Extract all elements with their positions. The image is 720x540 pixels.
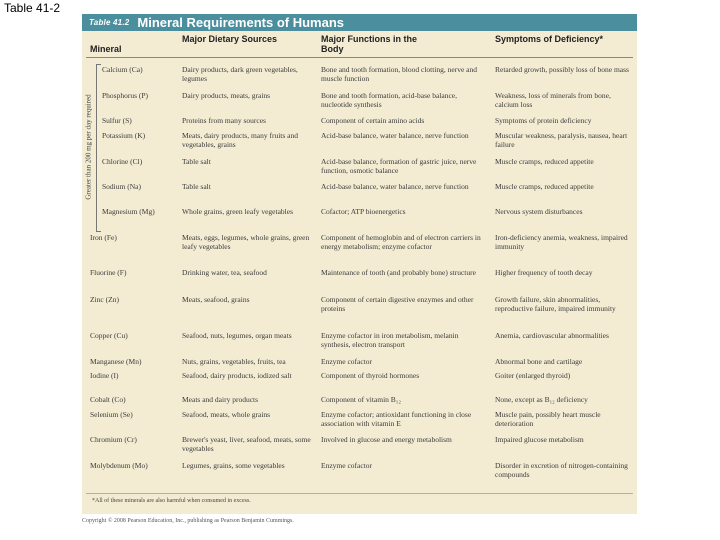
cell-mineral: Cobalt (Co) xyxy=(90,395,126,404)
cell-mineral: Potassium (K) xyxy=(102,131,146,140)
cell-mineral: Sulfur (S) xyxy=(102,116,132,125)
cell-symptoms: Iron-deficiency anemia, weakness, impaired immunity xyxy=(495,233,628,251)
header-sources: Major Dietary Sources xyxy=(182,34,278,44)
cell-mineral: Magnesium (Mg) xyxy=(102,207,155,216)
cell-sources: Dairy products, dark green vegetables, legumes xyxy=(182,65,298,83)
copyright: Copyright © 2008 Pearson Education, Inc., publishing as Pearson Benjamin Cummings. xyxy=(82,518,294,524)
header-mineral: Mineral xyxy=(90,44,122,54)
cell-mineral: Iodine (I) xyxy=(90,371,119,380)
cell-symptoms: Impaired glucose metabolism xyxy=(495,435,584,444)
cell-symptoms: Muscle cramps, reduced appetite xyxy=(495,157,594,166)
cell-symptoms: None, except as B₁₂ deficiency xyxy=(495,395,588,404)
cell-functions: Bone and tooth formation, blood clotting, nerve and muscle function xyxy=(321,65,478,83)
cell-functions: Involved in glucose and energy metabolism xyxy=(321,435,452,444)
cell-mineral: Iron (Fe) xyxy=(90,233,117,242)
cell-sources: Nuts, grains, vegetables, fruits, tea xyxy=(182,357,286,366)
cell-mineral: Manganese (Mn) xyxy=(90,357,142,366)
cell-symptoms: Goiter (enlarged thyroid) xyxy=(495,371,571,380)
cell-sources: Table salt xyxy=(182,157,211,166)
cell-functions: Component of thyroid hormones xyxy=(321,371,420,380)
cell-mineral: Zinc (Zn) xyxy=(90,295,119,304)
side-label-text: Greater than 200 mg per day required xyxy=(85,94,94,200)
header-functions: Major Functions in the Body xyxy=(321,34,417,54)
cell-functions: Component of hemoglobin and of electron carriers in energy metabolism; enzyme cofactor xyxy=(321,233,481,251)
cell-functions: Acid-base balance, water balance, nerve function xyxy=(321,131,469,140)
cell-sources: Seafood, meats, whole grains xyxy=(182,410,271,419)
cell-functions: Cofactor; ATP bioenergetics xyxy=(321,207,406,216)
cell-functions: Component of certain amino acids xyxy=(321,116,425,125)
cell-functions: Acid-base balance, water balance, nerve function xyxy=(321,182,469,191)
cell-symptoms: Symptoms of protein deficiency xyxy=(495,116,592,125)
cell-symptoms: Higher frequency of tooth decay xyxy=(495,268,593,277)
cell-functions: Enzyme cofactor; antioxidant functioning in close association with vitamin E xyxy=(321,410,472,428)
cell-sources: Legumes, grains, some vegetables xyxy=(182,461,285,470)
cell-sources: Meats, seafood, grains xyxy=(182,295,250,304)
cell-functions: Enzyme cofactor xyxy=(321,357,373,366)
cell-sources: Table salt xyxy=(182,182,211,191)
cell-functions: Acid-base balance, formation of gastric juice, nerve function, osmotic balance xyxy=(321,157,477,175)
cell-functions: Bone and tooth formation, acid-base balance, nucleotide synthesis xyxy=(321,91,457,109)
table-panel xyxy=(82,14,637,514)
cell-symptoms: Muscle pain, possibly heart muscle deterioration xyxy=(495,410,601,428)
cell-sources: Whole grains, green leafy vegetables xyxy=(182,207,293,216)
cell-sources: Drinking water, tea, seafood xyxy=(182,268,267,277)
cell-mineral: Copper (Cu) xyxy=(90,331,128,340)
cell-functions: Maintenance of tooth (and probably bone) structure xyxy=(321,268,476,277)
cell-sources: Meats, eggs, legumes, whole grains, green leafy vegetables xyxy=(182,233,310,251)
footnote: *All of these minerals are also harmful when consumed in excess. xyxy=(92,498,251,504)
cell-mineral: Chromium (Cr) xyxy=(90,435,137,444)
cell-sources: Brewer's yeast, liver, seafood, meats, some vegetables xyxy=(182,435,311,453)
cell-symptoms: Retarded growth, possibly loss of bone mass xyxy=(495,65,629,74)
cell-symptoms: Nervous system disturbances xyxy=(495,207,583,216)
cell-sources: Proteins from many sources xyxy=(182,116,266,125)
cell-functions: Component of vitamin B₁₂ xyxy=(321,395,402,404)
cell-symptoms: Disorder in excretion of nitrogen-containing compounds xyxy=(495,461,628,479)
cell-symptoms: Anemia, cardiovascular abnormalities xyxy=(495,331,609,340)
table-number: Table 41.2 xyxy=(89,18,130,27)
slide-title: Table 41-2 xyxy=(4,1,61,15)
side-bracket xyxy=(96,64,101,232)
cell-sources: Dairy products, meats, grains xyxy=(182,91,271,100)
cell-sources: Seafood, nuts, legumes, organ meats xyxy=(182,331,292,340)
cell-sources: Meats, dairy products, many fruits and vegetables, grains xyxy=(182,131,299,149)
cell-symptoms: Weakness, loss of minerals from bone, calcium loss xyxy=(495,91,611,109)
table-title: Mineral Requirements of Humans xyxy=(137,15,344,30)
side-label xyxy=(84,62,94,232)
cell-mineral: Chlorine (Cl) xyxy=(102,157,143,166)
header-divider xyxy=(86,57,633,58)
cell-functions: Enzyme cofactor xyxy=(321,461,373,470)
cell-symptoms: Abnormal bone and cartilage xyxy=(495,357,583,366)
cell-mineral: Phosphorus (P) xyxy=(102,91,149,100)
cell-symptoms: Growth failure, skin abnormalities, reproductive failure, impaired immunity xyxy=(495,295,616,313)
cell-mineral: Fluorine (F) xyxy=(90,268,127,277)
cell-mineral: Molybdenum (Mo) xyxy=(90,461,148,470)
cell-symptoms: Muscle cramps, reduced appetite xyxy=(495,182,594,191)
footnote-divider xyxy=(86,493,633,494)
cell-sources: Meats and dairy products xyxy=(182,395,259,404)
cell-sources: Seafood, dairy products, iodized salt xyxy=(182,371,292,380)
cell-mineral: Calcium (Ca) xyxy=(102,65,143,74)
cell-mineral: Sodium (Na) xyxy=(102,182,141,191)
cell-symptoms: Muscular weakness, paralysis, nausea, heart failure xyxy=(495,131,628,149)
header-symptoms: Symptoms of Deficiency* xyxy=(495,34,604,44)
table-title-bar xyxy=(82,14,637,31)
cell-mineral: Selenium (Se) xyxy=(90,410,133,419)
cell-functions: Enzyme cofactor in iron metabolism, melanin synthesis, electron transport xyxy=(321,331,459,349)
cell-functions: Component of certain digestive enzymes and other proteins xyxy=(321,295,474,313)
